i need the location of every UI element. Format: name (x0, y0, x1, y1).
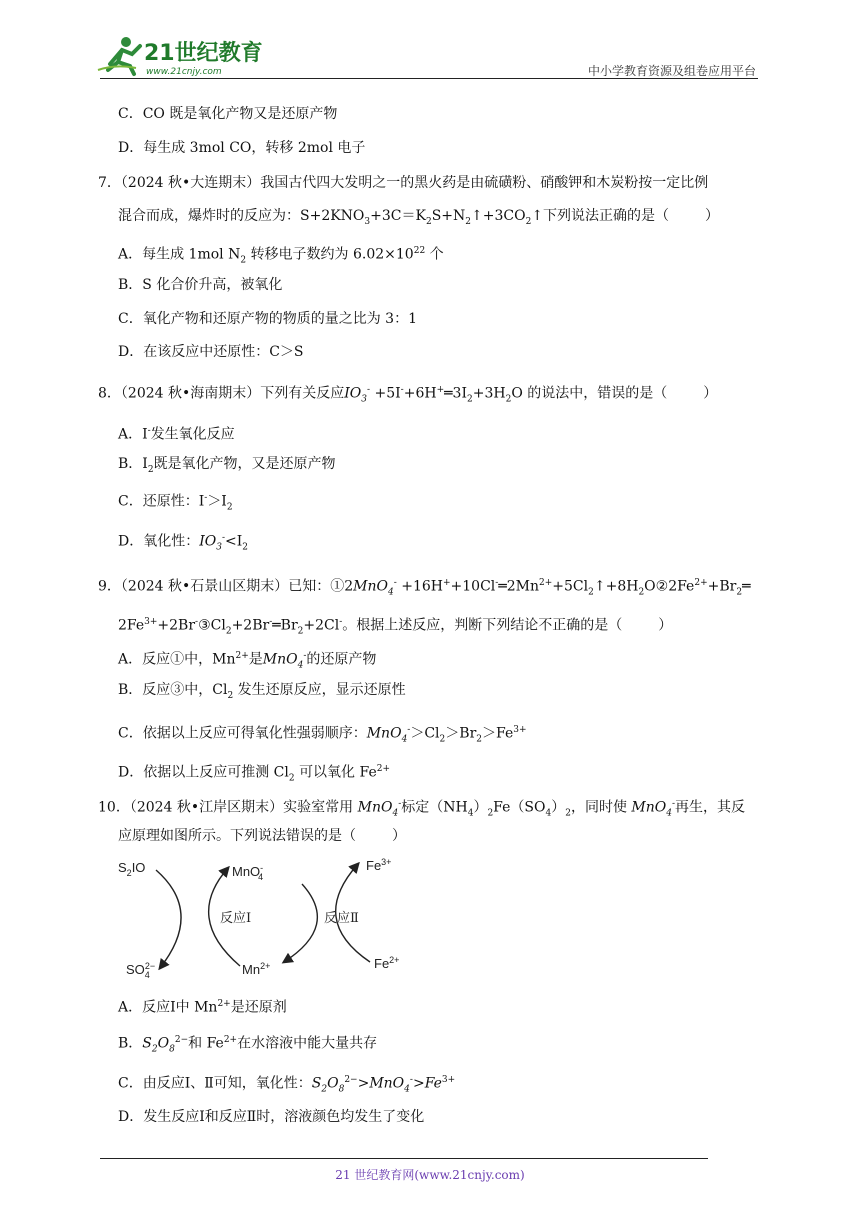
q9-option-b: B．反应③中，$Cl_2$ 发生还原反应，显示还原性 (118, 682, 406, 701)
q10-option-c: C．由反应Ⅰ、Ⅱ可知，氧化性：$S_2O_8^{2-}>MnO_4^->Fe^{3+}$ (118, 1075, 456, 1095)
q10-stem-line2: 应原理如图所示。下列说法错误的是（ ） (118, 828, 406, 844)
header-divider (100, 78, 758, 79)
q8-option-c: C．还原性：$I^->I_2$ (118, 493, 233, 513)
q6-option-c: C．CO 既是氧化产物又是还原产物 (118, 106, 338, 122)
q8-option-a: A．I-发生氧化反应 (118, 426, 235, 443)
q10-option-a: A．反应Ⅰ中 $Mn^{2+}$是还原剂 (118, 999, 287, 1016)
logo-url-text: www.21cnjy.com (146, 67, 222, 77)
q9-stem-line2: $2Fe^{3+}+2Br^-③Cl_2+2Br^-═Br_2+2Cl^-$。根据上述反应，判断下列结论不正确的是（ ） (118, 617, 673, 637)
q7-stem-line1: 7．（2024 秋•大连期末）我国古代四大发明之一的黑火药是由硫磺粉、硝酸钾和木炭粉按一定比例 (98, 175, 709, 191)
label-fe3: $Fe^{3+}$ (366, 857, 392, 873)
q6-option-d: D．每生成 3mol CO，转移 2mol 电子 (118, 140, 366, 156)
q9-option-c: C．依据以上反应可得氧化性强弱顺序：$MnO_4^->Cl_2>Br_2>Fe^{3+}$ (118, 725, 527, 745)
q8-option-b: B．$I_2$既是氧化产物，又是还原产物 (118, 456, 336, 475)
q7-stem-line2: 混合而成，爆炸时的反应为：$S+2KNO_3+3C=K_2S+N_2↑+3CO_2↑$下列说法正确的是（ ） (118, 208, 720, 227)
label-mno4: MnO-4 (232, 863, 264, 882)
q8-stem: 8．（2024 秋•海南期末）下列有关反应$IO_3^-$ $+5I^-+6H^+═3I_2+3H_2O$ 的说法中，错误的是（ ） (98, 385, 718, 405)
q9-stem-line1: 9．（2024 秋•石景山区期末）已知：①2MnO$_4$- $+16H^++10Cl^-═2Mn^{2+}+5Cl_2↑+8H_2O②2Fe^{2+}+Br_2═$ (98, 578, 751, 598)
q8-option-d: D．氧化性：$IO_3^-<I_2$ (118, 533, 249, 553)
site-logo (96, 34, 266, 78)
label-so4: $SO_42-$ (126, 961, 156, 980)
footer-divider (100, 1158, 708, 1159)
q7-option-b: B．S 化合价升高，被氧化 (118, 277, 283, 293)
q9-option-d: D．依据以上反应可推测 $Cl_2$ 可以氧化 $Fe^{2+}$ (118, 764, 391, 784)
reaction-cycle-diagram (112, 850, 412, 980)
q10-option-d: D．发生反应Ⅰ和反应Ⅱ时，溶液颜色均发生了变化 (118, 1109, 425, 1125)
q10-option-b: B．$S_2O_8^{2-}$和 $Fe^{2+}$在水溶液中能大量共存 (118, 1035, 378, 1055)
footer-text: 21 世纪教育网(www.21cnjy.com) (335, 1168, 525, 1182)
runner-logo-icon (98, 37, 140, 74)
q10-stem-line1: 10．（2024 秋•江岸区期末）实验室常用 MnO$_4$-标定$(NH_4)_2Fe(SO_4)_2$，同时使 MnO$_4$-再生，其反 (98, 799, 746, 819)
label-reaction-2: 反应Ⅱ (324, 911, 359, 926)
q7-option-a: A．每生成 1mol $N_2$ 转移电子数约为 $6.02\times 10^{22}$ 个 (118, 246, 444, 266)
header-right-text: 中小学教育资源及组卷应用平台 (587, 64, 756, 78)
label-s2o8: $S_2IO$ (118, 860, 146, 878)
label-mn2: $Mn^{2+}$ (242, 961, 271, 977)
arc-mno4-to-mn2 (284, 884, 317, 962)
arc-s2o8-to-so4 (156, 870, 181, 968)
logo-text: 21世纪教育 (144, 41, 263, 66)
q7-option-c: C．氧化产物和还原产物的物质的量之比为 3：1 (118, 311, 417, 327)
label-reaction-1: 反应Ⅰ (220, 911, 252, 926)
q9-option-a: A．反应①中，$Mn^{2+}$是MnO$_4$-的还原产物 (118, 651, 377, 671)
q7-option-d: D．在该反应中还原性：C＞S (118, 344, 304, 360)
label-fe2: $Fe^{2+}$ (374, 955, 400, 971)
